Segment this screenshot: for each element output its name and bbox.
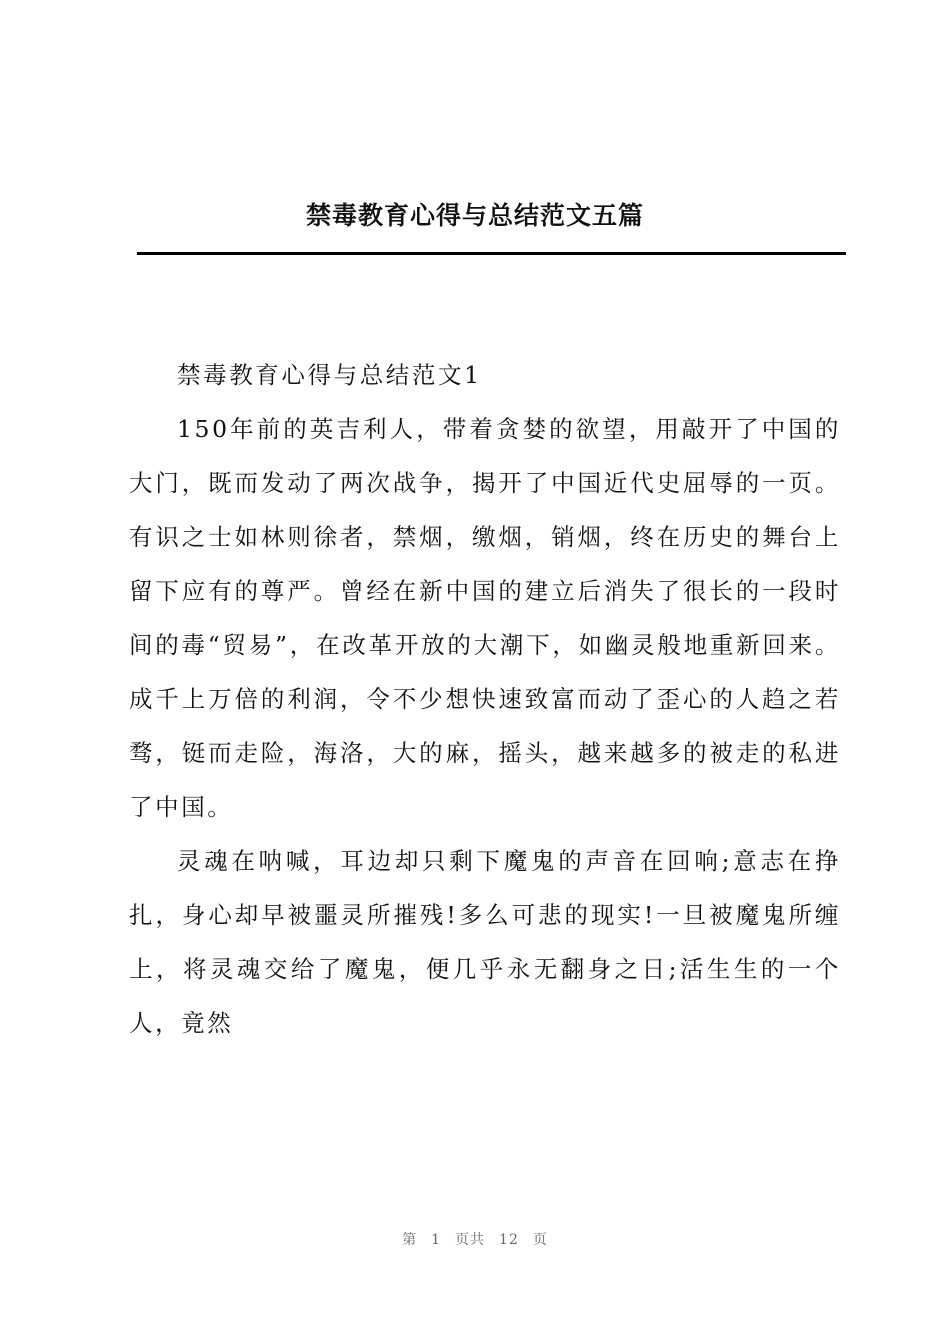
section-heading: 禁毒教育心得与总结范文1 [177, 361, 482, 389]
paragraph-1: 150年前的英吉利人，带着贪婪的欲望，用敲开了中国的大门，既而发动了两次战争，揭开了中国近代史屈辱的一页。有识之士如林则徐者，禁烟，缴烟，销烟，终在历史的舞台上留下应有的尊严。曾经在新中国的建立后消失了很长的一段时间的毒“贸易”，在改革开放的大潮下，如幽灵般地重新回来。成千上万倍的利润，令不少想快速致富而动了歪心的人趋之若骛，铤而走险，海洛，大的麻，摇头，越来越多的被走的私进了中国。 [129, 415, 841, 821]
footer-total-pages: 12 [499, 1232, 519, 1248]
document-title: 禁毒教育心得与总结范文五篇 [305, 201, 644, 230]
footer-current-page: 1 [431, 1232, 442, 1248]
page-footer [0, 1229, 950, 1249]
paragraph-2: 灵魂在呐喊，耳边却只剩下魔鬼的声音在回响;意志在挣扎，身心却早被噩灵所摧残!多么可悲的现实!一旦被魔鬼所缠上，将灵魂交给了魔鬼，便几乎永无翻身之日;活生生的一个人，竟然 [129, 847, 841, 1037]
title-underline [137, 252, 846, 255]
footer-prefix: 第 [402, 1232, 418, 1248]
document-body [129, 348, 841, 1050]
footer-middle: 页共 [455, 1232, 486, 1248]
footer-suffix: 页 [532, 1232, 548, 1248]
